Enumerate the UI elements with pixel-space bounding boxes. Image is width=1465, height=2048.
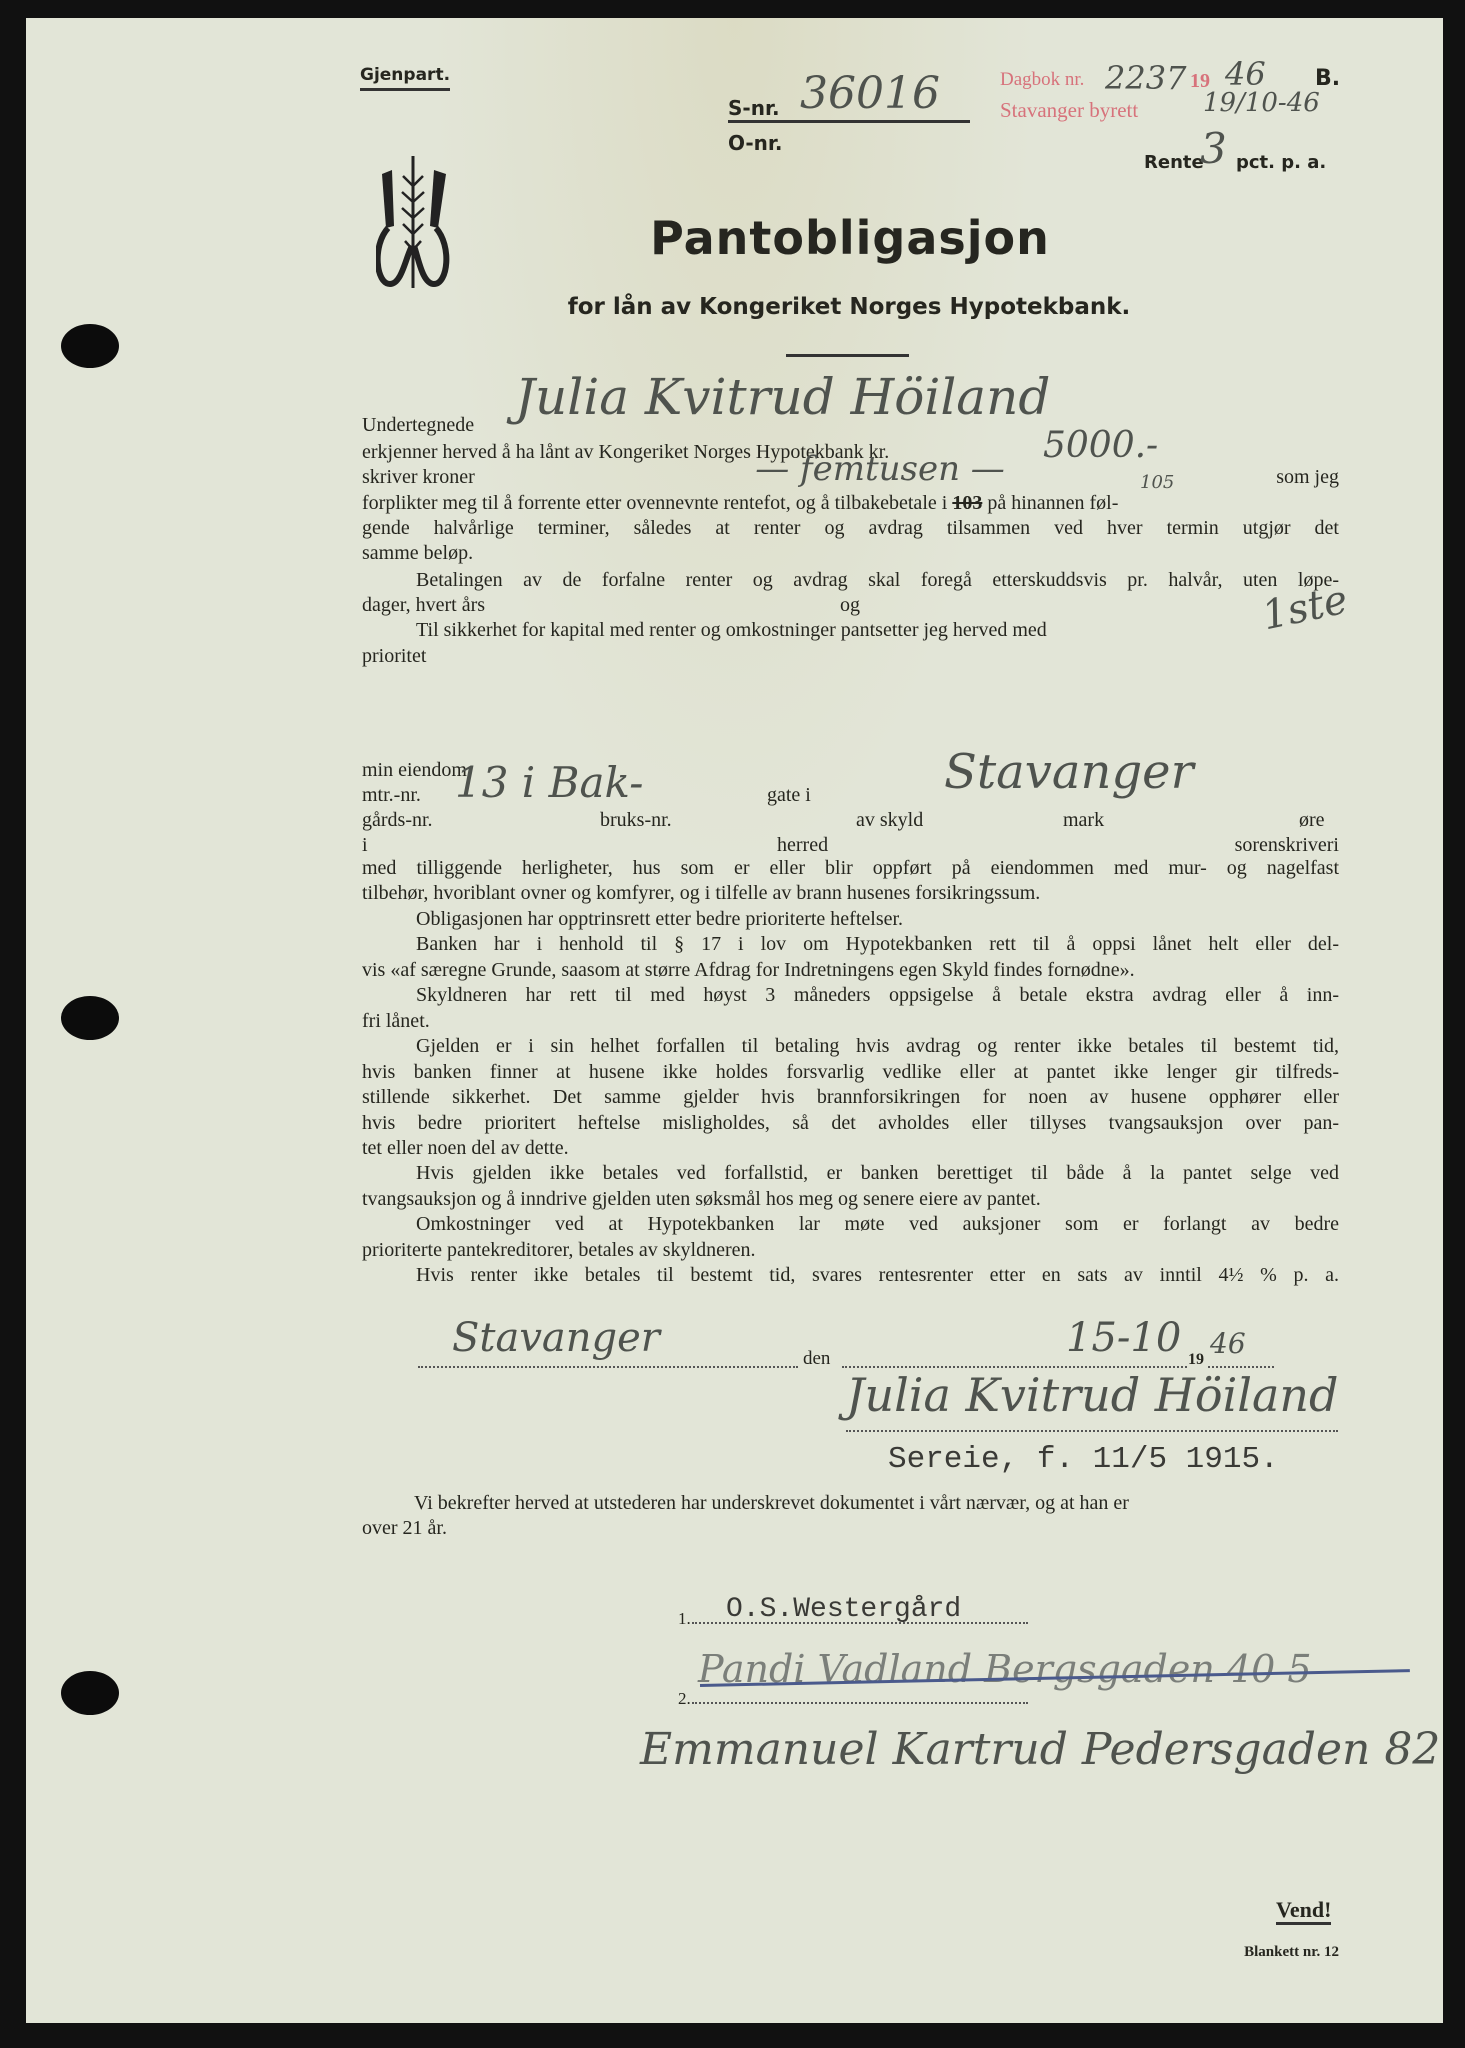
skriver-label: skriver kroner <box>362 466 475 488</box>
rente-label: Rente <box>1144 152 1204 173</box>
witness-2-number: 2. <box>678 1689 691 1708</box>
amount-words-field[interactable]: — femtusen — <box>755 449 1005 489</box>
den-label: den <box>803 1348 831 1369</box>
dagbok-label: Dagbok nr. <box>1000 69 1085 90</box>
forplikter-line <box>362 490 1339 516</box>
form-number: Blankett nr. 12 <box>1244 1944 1339 1960</box>
terms-struck: 103 <box>952 492 983 514</box>
forplikter-text-end: på hinannen føl- <box>987 492 1119 514</box>
s-nr-value: 36016 <box>800 68 940 119</box>
dagbok-year: 46 <box>1225 55 1266 93</box>
witness-1-name: O.S.Westergård <box>726 1594 962 1625</box>
witness-1-line <box>692 1622 1028 1624</box>
undertegnede-label: Undertegnede <box>362 414 475 436</box>
paragraph-line: Obligasjonen har opptrinsrett etter bedre prioriterte heftelser. <box>416 907 904 930</box>
paragraph-line: Omkostninger ved at Hypotekbanken lar møte ved auksjoner som er forlangt av bedre <box>416 1213 1339 1236</box>
dager-label: dager, hvert års <box>362 594 486 616</box>
witness-2-name: Emmanuel Kartrud Pedersgaden 82 <box>640 1724 1441 1775</box>
debtor-name-field[interactable]: Julia Kvitrud Höiland <box>515 368 1051 426</box>
punch-hole <box>61 996 119 1040</box>
paragraph-line: tet eller noen del av dette. <box>362 1136 569 1159</box>
paragraph-line: fri lånet. <box>362 1009 430 1032</box>
series-label: B. <box>1315 66 1341 91</box>
divider <box>786 354 909 357</box>
body-line: gende halvårlige terminer, således at renter og avdrag tilsammen ved hver termin utgjør det <box>362 517 1339 539</box>
page-subtitle: for lån av Kongeriket Norges Hypotekbank. <box>567 294 1131 320</box>
sorenskriveri-label: sorenskriveri <box>1234 834 1339 856</box>
forplikter-text: forplikter meg til å forrente etter ovennevnte rentefot, og å tilbakebetale i <box>362 492 948 514</box>
paragraph-line: Banken har i henhold til § 17 i lov om Hypotekbanken rett til å oppsi lånet helt eller del- <box>416 933 1339 956</box>
witness-2-line <box>692 1702 1028 1704</box>
min-eiendom-label: min eiendom <box>362 759 467 781</box>
terms-corrected[interactable]: 105 <box>1140 472 1175 493</box>
gards-label: gårds-nr. <box>362 809 433 831</box>
typed-note: Sereie, f. 11/5 1915. <box>888 1442 1279 1477</box>
mark-label: mark <box>1063 809 1105 831</box>
bruks-label: bruks-nr. <box>600 809 672 831</box>
hypotekbank-logo <box>376 156 452 290</box>
paragraph-line: tvangsauksjon og å inndrive gjelden uten søksmål hos meg og senere eiere av pantet. <box>362 1187 1041 1210</box>
o-nr-label: O-nr. <box>728 131 783 155</box>
ore-label: øre <box>1299 809 1325 831</box>
paragraph-line: Gjelden er i sin helhet forfallen til betaling hvis avdrag og renter ikke betales til bestemt tid, <box>416 1035 1339 1058</box>
mtr-label: mtr.-nr. <box>362 784 421 806</box>
page-title: Pantobligasjon <box>650 211 1050 265</box>
paragraph-line: vis «af særegne Grunde, saasom at større Afdrag for Indretningens egen Skyld findes fornødne». <box>362 958 1135 981</box>
paragraph-line: prioriterte pantekreditorer, betales av skyldneren. <box>362 1238 756 1261</box>
divider <box>728 120 970 123</box>
turn-over-label: Vend! <box>1276 1898 1331 1925</box>
court-date: 19/10-46 <box>1203 88 1320 118</box>
herred-label: herred <box>777 834 829 856</box>
paragraph-line: hvis bedre prioritert heftelse misligholdes, så det avholdes eller tillyses tvangsauksjon over pan- <box>362 1111 1339 1134</box>
paragraph-line: hvis banken finner at husene ikke holdes forsvarlig vedlike eller at pantet ikke lenger gir tilfreds- <box>362 1060 1339 1083</box>
year-prefix: 19 <box>1188 1351 1204 1368</box>
year-field[interactable]: 46 <box>1210 1327 1246 1360</box>
punch-hole <box>61 1671 119 1715</box>
rente-suffix: pct. p. a. <box>1236 152 1327 173</box>
gate-label: gate i <box>767 784 811 806</box>
paragraph-line: Hvis renter ikke betales til bestemt tid, svares rentesrenter etter en sats av inntil 4½ % p. a. <box>416 1264 1339 1287</box>
confirmation-text: over 21 år. <box>362 1517 447 1539</box>
place-line <box>418 1366 798 1368</box>
witness-1-number: 1. <box>678 1609 691 1628</box>
i-label: i <box>362 834 368 856</box>
erkjenner-text: erkjenner herved å ha lånt av Kongeriket Norges Hypotekbank kr. <box>362 441 890 463</box>
s-nr-label: S-nr. <box>728 96 780 120</box>
prioritet-label: prioritet <box>362 645 427 667</box>
priority-field[interactable]: 1ste <box>1258 576 1352 640</box>
rente-value: 3 <box>1200 124 1227 173</box>
signature-line <box>846 1430 1338 1432</box>
body-line: Betalingen av de forfalne renter og avdrag skal foregå etterskuddsvis pr. halvår, uten løpe- <box>416 569 1339 591</box>
dagbok-value: 2237 <box>1105 59 1187 97</box>
gate-field[interactable]: Stavanger <box>944 744 1194 800</box>
paragraph-line: med tilliggende herligheter, hus som er eller blir oppført på eiendommen med mur- og nagelfast <box>362 857 1339 879</box>
punch-hole <box>61 324 119 368</box>
mtr-field[interactable]: 13 i Bak- <box>455 758 644 807</box>
court-stamp: Stavanger byrett <box>1000 98 1139 122</box>
skyld-label: av skyld <box>856 809 924 831</box>
body-line: samme beløp. <box>362 542 474 564</box>
paragraph-line: Skyldneren har rett til med høyst 3 måneders oppsigelse å betale ekstra avdrag eller å inn- <box>416 984 1339 1007</box>
paragraph-line: Hvis gjelden ikke betales ved forfallstid, er banken berettiget til både å la pantet selge ved <box>416 1162 1339 1185</box>
sikkerhet-text: Til sikkerhet for kapital med renter og omkostninger pantsetter jeg herved med <box>416 619 1047 641</box>
date-field[interactable]: 15-10 <box>1066 1315 1182 1361</box>
paragraph-line: stillende sikkerhet. Det samme gjelder hvis brannforsikringen for noen av husene opphører eller <box>362 1086 1339 1109</box>
paragraph-line: tilbehør, hvoriblant ovner og komfyrer, og i tilfelle av brann husenes forsikringssum. <box>362 882 1041 905</box>
confirmation-text: Vi bekrefter herved at utstederen har underskrevet dokumentet i vårt nærvær, og at han er <box>414 1492 1129 1514</box>
amount-field[interactable]: 5000.- <box>1043 425 1159 466</box>
som-jeg-text: som jeg <box>1276 466 1339 488</box>
dagbok-year-prefix: 19 <box>1190 70 1210 92</box>
witness-2-struck: Pandi Vadland Bergsgaden 40 5 <box>698 1647 1312 1691</box>
og-label: og <box>840 594 860 616</box>
copy-label: Gjenpart. <box>360 64 450 91</box>
place-field[interactable]: Stavanger <box>452 1315 660 1361</box>
debtor-signature: Julia Kvitrud Höiland <box>846 1368 1339 1422</box>
